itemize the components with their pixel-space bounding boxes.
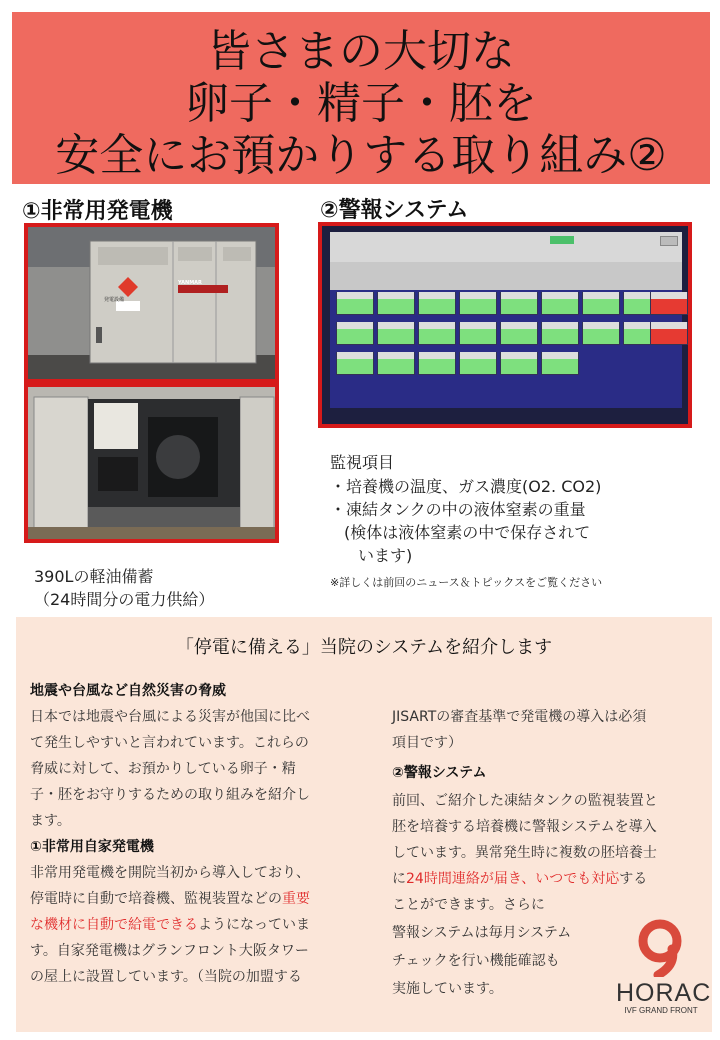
info-box-title: 「停電に備える」当院のシステムを紹介します (175, 637, 553, 658)
alarm-monitor-photo (318, 222, 692, 428)
text-segment: 停電時に自動で培養機、監視装置などの (30, 891, 282, 907)
right-text-line: ことができます。さらに (392, 897, 545, 913)
disaster-heading: 地震や台風など自然災害の脅威 (30, 683, 226, 699)
text-segment: する (619, 871, 648, 887)
monitor-tile (459, 352, 497, 375)
monitor-tile (500, 352, 538, 375)
monitor-tile (377, 322, 415, 345)
right-text-line: JISARTの審査基準で発電機の導入は必須 (392, 709, 647, 725)
monitor-tile (541, 322, 579, 345)
monitor-tile (377, 292, 415, 315)
monitor-tile (336, 322, 374, 345)
left-text-line: 非常用発電機を開院当初から導入しており、 (30, 865, 310, 881)
left-text-line (30, 887, 310, 913)
monitor-screen-area (322, 226, 688, 424)
monitor-tile-alarm (650, 292, 688, 315)
monitor-tile (418, 322, 456, 345)
left-text-line: ます。 (30, 813, 71, 829)
right-text-line: 項目です） (392, 735, 462, 751)
monitor-tile (336, 352, 374, 375)
monitoring-note: ※詳しくは前回のニュース＆トピックスをご覧ください (330, 576, 603, 589)
title-banner (12, 12, 710, 184)
monitor-tile (541, 292, 579, 315)
monitor-tile-alarm (650, 322, 688, 345)
generator-exterior-illustration (28, 227, 275, 379)
generator-interior-illustration (28, 387, 275, 539)
highlight-text: な機材に自動で給電できる (30, 917, 198, 933)
monitor-tile (418, 292, 456, 315)
monitoring-item-1: ・培養機の温度、ガス濃度(O2. CO2) (330, 477, 602, 496)
generator-brand-label: YANMAR (178, 280, 202, 286)
generator-caption-line1: 390Lの軽油備蓄 (34, 567, 154, 586)
left-text-line: す。自家発電機はグランフロント大阪タワー (30, 943, 309, 959)
left-text-line: 子・胚をお守りするための取り組みを紹介し (30, 787, 310, 803)
monitor-tile (336, 292, 374, 315)
title-line-3: 安全にお預かりする取り組み② (55, 130, 667, 181)
section-generator-heading: ①非常用発電機 (22, 199, 173, 224)
section-alarm-heading: ②警報システム (320, 198, 469, 223)
monitor-tile (500, 292, 538, 315)
monitor-tile (418, 352, 456, 375)
text-segment: ようになっていま (198, 917, 310, 933)
left-text-line: の屋上に設置しています。（当院の加盟する (30, 969, 302, 985)
generator-subheading: ①非常用自家発電機 (30, 839, 154, 855)
monitor-window-button (660, 236, 678, 246)
monitor-tile (459, 292, 497, 315)
horac-logo (616, 917, 712, 1017)
logo-tagline: IVF GRAND FRONT (624, 1006, 698, 1015)
logo-mark-icon (616, 917, 706, 977)
text-segment: に (392, 871, 406, 887)
monitoring-item-3: (検体は液体窒素の中で保存されて (344, 523, 591, 542)
right-text-line: しています。異常発生時に複数の胚培養士 (392, 845, 657, 861)
right-text-line: 胚を培養する培養機に警報システムを導入 (392, 819, 657, 835)
left-text-line (30, 913, 310, 939)
left-text-line: て発生しやすいと言われています。これらの (30, 735, 309, 751)
monitor-tile (459, 322, 497, 345)
monitor-toolbar (330, 232, 682, 262)
generator-interior-photo (24, 383, 279, 543)
left-text-line: 日本では地震や台風による災害が他国に比べ (30, 709, 310, 725)
monitor-tile (582, 322, 620, 345)
highlight-text: 重要 (282, 891, 310, 907)
generator-caption-line2: （24時間分の電力供給） (34, 590, 215, 609)
monitor-tile (541, 352, 579, 375)
title-line-2: 卵子・精子・胚を (185, 78, 537, 129)
info-box (16, 617, 712, 1032)
generator-exterior-photo (24, 223, 279, 383)
monitor-tile (377, 352, 415, 375)
logo-name: HORAC (616, 979, 712, 1007)
right-text-line: 実施しています。 (392, 981, 503, 997)
right-text-line: 警報システムは毎月システム (392, 925, 572, 941)
right-text-line: チェックを行い機能確認も (392, 953, 560, 969)
right-text-line: 前回、ご紹介した凍結タンクの監視装置と (392, 793, 658, 809)
highlight-text: 24時間連絡が届き、いつでも対応 (406, 871, 620, 887)
monitoring-item-4: います) (358, 546, 413, 565)
monitor-tile (582, 292, 620, 315)
monitor-tile (500, 322, 538, 345)
alarm-subheading: ②警報システム (392, 765, 487, 781)
right-text-line (392, 867, 647, 893)
monitor-status-indicator (550, 236, 574, 244)
left-text-line: 脅威に対して、お預かりしている卵子・精 (30, 761, 296, 777)
title-line-1: 皆さまの大切な (207, 26, 515, 77)
monitoring-item-2: ・凍結タンクの中の液体窒素の重量 (330, 500, 586, 519)
monitoring-title: 監視項目 (330, 453, 395, 472)
generator-sign-text: 発電設備 (104, 297, 125, 303)
monitor-header-strip (330, 262, 682, 290)
